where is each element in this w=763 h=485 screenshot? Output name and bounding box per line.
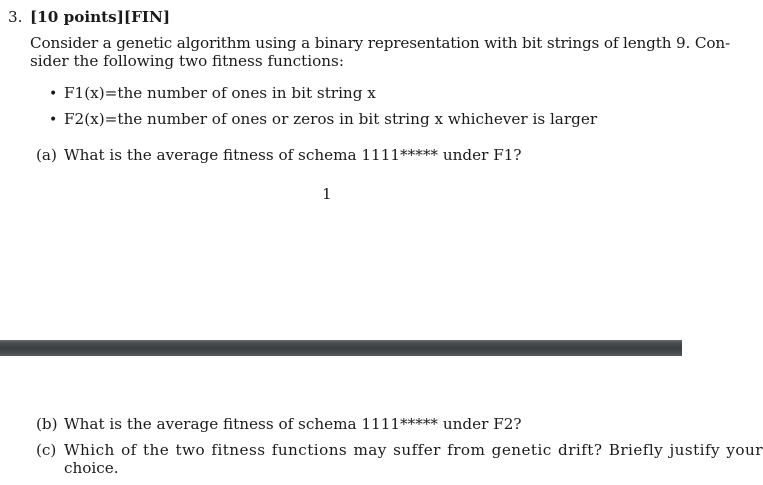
part-c-label: (c) (36, 441, 57, 459)
intro-line-2: sider the following two fitness functions: (30, 52, 344, 70)
page-bottom (0, 356, 763, 485)
part-a-answer: 1 (322, 185, 332, 203)
part-c-text-line-2: choice. (64, 459, 119, 477)
question-points-tag: [10 points][FIN] (30, 8, 171, 26)
bullet-f2: F2(x)=the number of ones or zeros in bit string x whichever is larger (64, 110, 598, 128)
part-a-text: What is the average fitness of schema 1111***** under F1? (64, 146, 522, 164)
intro-line-1: Consider a genetic algorithm using a binary representation with bit strings of length 9. Con- (30, 34, 730, 52)
part-a-label: (a) (36, 146, 57, 164)
page-divider (0, 340, 682, 356)
bullet-icon: • (49, 112, 58, 128)
part-c-text-line-1: Which of the two fitness functions may suffer from genetic drift? Briefly justify your (64, 441, 763, 459)
bullet-icon: • (49, 86, 58, 102)
question-number: 3. (8, 8, 23, 26)
bullet-f1: F1(x)=the number of ones in bit string x (64, 84, 376, 102)
part-b-text: What is the average fitness of schema 1111***** under F2? (64, 415, 522, 433)
part-b-label: (b) (36, 415, 58, 433)
